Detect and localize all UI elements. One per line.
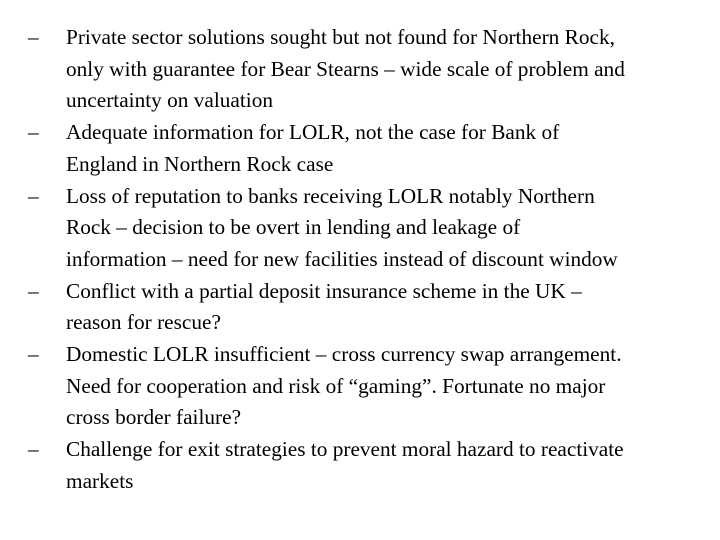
bullet-line: Loss of reputation to banks receiving LOLR notably Northern [66,183,595,208]
bullet-line: Domestic LOLR insufficient – cross currency swap arrangement. [66,342,622,367]
bullet-item-private-sector [28,22,708,117]
bullet-dash: – [28,437,39,462]
bullet-dash: – [28,278,39,303]
bullet-item-adequate-information [28,117,708,180]
bullet-line: Conflict with a partial deposit insurance scheme in the UK – [66,278,582,303]
bullet-list [28,22,708,498]
bullet-line: Rock – decision to be overt in lending and leakage of [66,215,521,240]
bullet-line: Challenge for exit strategies to prevent moral hazard to reactivate [66,437,624,462]
bullet-line: England in Northern Rock case [66,151,334,176]
bullet-item-exit-strategies [28,434,708,497]
bullet-dash: – [28,183,39,208]
bullet-item-domestic-lolr [28,339,708,434]
bullet-item-loss-of-reputation [28,181,708,276]
bullet-dash: – [28,120,39,145]
bullet-line: Private sector solutions sought but not found for Northern Rock, [66,25,615,49]
bullet-line: Need for cooperation and risk of “gaming”. Fortunate no major [66,373,606,398]
bullet-line: cross border failure? [66,405,242,430]
bullet-line: only with guarantee for Bear Stearns – wide scale of problem and [66,56,625,81]
bullet-dash: – [28,25,39,49]
bullet-line: information – need for new facilities instead of discount window [66,246,618,271]
bullet-line: reason for rescue? [66,310,221,335]
bullet-line: markets [66,468,134,493]
bullet-item-conflict-deposit-insurance [28,276,708,339]
bullet-dash: – [28,342,39,367]
bullet-line: uncertainty on valuation [66,88,273,113]
bullet-line: Adequate information for LOLR, not the case for Bank of [66,120,560,145]
